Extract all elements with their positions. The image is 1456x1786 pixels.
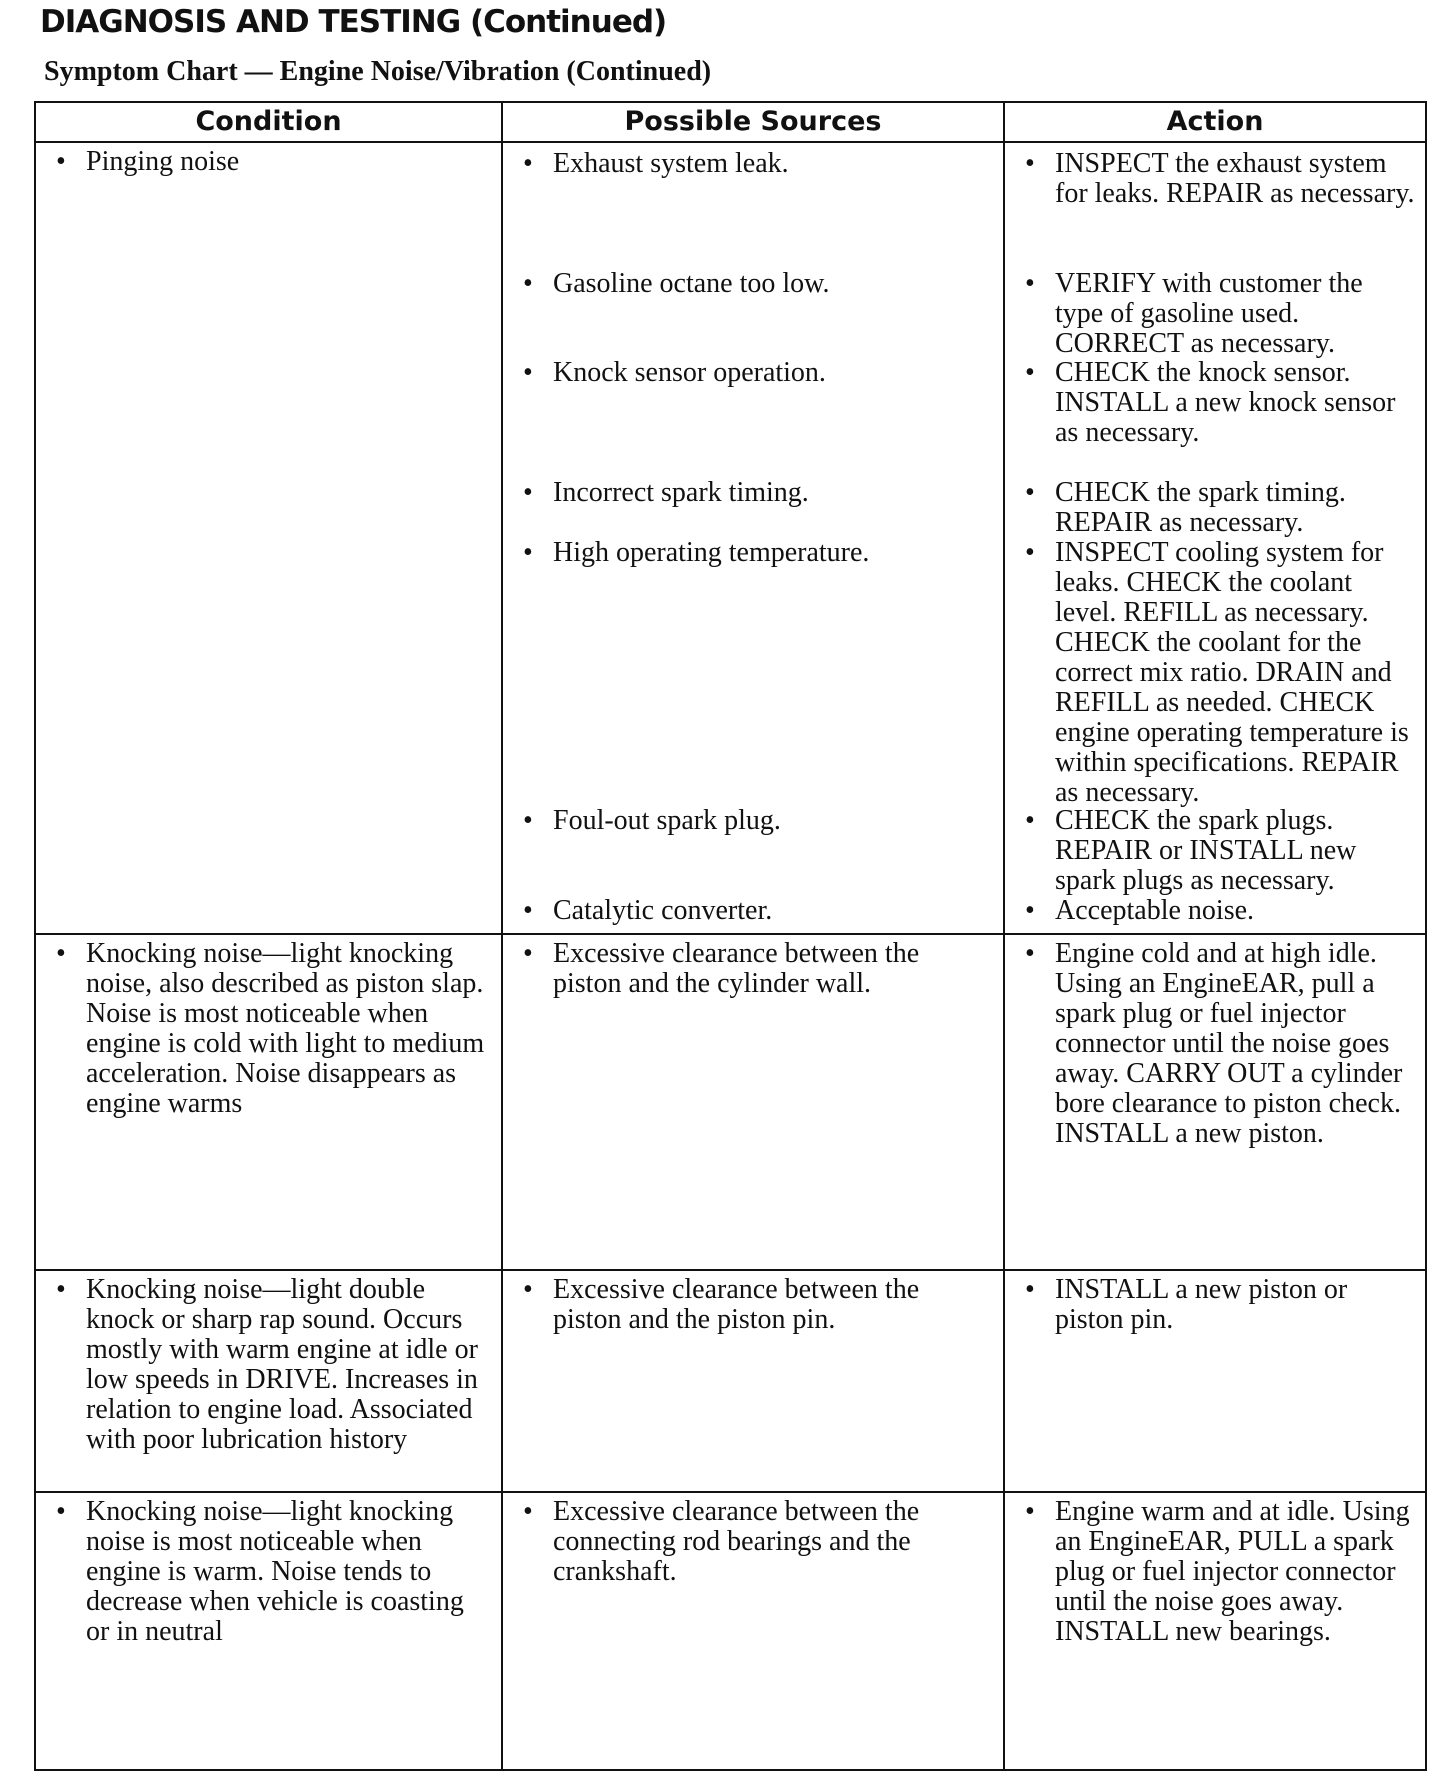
- action-entry: [1015, 269, 1417, 359]
- condition-text: Pinging noise: [86, 146, 240, 177]
- table-row: [35, 1270, 1426, 1492]
- source-entry: [513, 896, 995, 926]
- bullet: •: [523, 1274, 533, 1305]
- source-text: Foul-out spark plug.: [553, 805, 781, 836]
- source-entry: [513, 478, 995, 508]
- bullet: •: [523, 938, 533, 969]
- condition-entry: [46, 147, 491, 177]
- source-text: High operating temperature.: [553, 537, 870, 568]
- condition-text: Knocking noise—light knocking noise, also described as piston slap. Noise is most noticeable when engine is cold with light to medium acceleration. Noise disappears as engine warms: [86, 938, 485, 1119]
- table-row: [35, 934, 1426, 1270]
- bullet: •: [1025, 477, 1035, 508]
- table-row: [35, 1492, 1426, 1770]
- column-header-possible-sources: Possible Sources: [502, 102, 1004, 142]
- condition-text: Knocking noise—light double knock or sharp rap sound. Occurs mostly with warm engine at idle or low speeds in DRIVE. Increases in relation to engine load. Associated with poor lubrication history: [86, 1274, 478, 1455]
- condition-text: Knocking noise—light knocking noise is most noticeable when engine is warm. Noise tends to decrease when vehicle is coasting or in neutral: [86, 1496, 464, 1647]
- action-entry: [1015, 896, 1417, 926]
- action-entry: [1015, 149, 1417, 209]
- action-text: Engine cold and at high idle. Using an EngineEAR, pull a spark plug or fuel injector connector until the noise goes away. CARRY OUT a cylinder bore clearance to piston check. INSTALL a new piston.: [1055, 938, 1403, 1149]
- action-text: CHECK the spark timing. REPAIR as necessary.: [1055, 477, 1346, 538]
- bullet: •: [1025, 537, 1035, 568]
- action-text: Engine warm and at idle. Using an EngineEAR, PULL a spark plug or fuel injector connector until the noise goes away. INSTALL new bearings.: [1055, 1496, 1410, 1647]
- source-entry: [513, 939, 993, 999]
- sources-cell: [502, 1492, 1004, 1770]
- bullet: •: [523, 477, 533, 508]
- action-entry: [1015, 478, 1417, 538]
- actions-cell: [1004, 1270, 1426, 1492]
- bullet: •: [523, 895, 533, 926]
- bullet: •: [56, 1496, 66, 1527]
- page-title: DIAGNOSIS AND TESTING (Continued): [40, 4, 667, 40]
- column-header-action: Action: [1004, 102, 1426, 142]
- source-entry: [513, 806, 995, 836]
- bullet: •: [56, 146, 66, 177]
- source-entry: [513, 538, 995, 568]
- condition-entry: [46, 939, 491, 1119]
- table-row-pinging: [35, 142, 1426, 934]
- condition-cell: [35, 1270, 502, 1492]
- condition-entry: [46, 1497, 491, 1647]
- bullet: •: [1025, 357, 1035, 388]
- bullet: •: [1025, 1496, 1035, 1527]
- condition-cell: [35, 934, 502, 1270]
- source-text: Excessive clearance between the connecting rod bearings and the crankshaft.: [553, 1496, 920, 1587]
- source-entry: [513, 1497, 993, 1587]
- bullet: •: [523, 1496, 533, 1527]
- bullet: •: [1025, 1274, 1035, 1305]
- action-text: CHECK the knock sensor. INSTALL a new knock sensor as necessary.: [1055, 357, 1396, 448]
- action-entry: [1015, 538, 1417, 808]
- sources-cell: [502, 1270, 1004, 1492]
- table-header-row: [35, 102, 1426, 142]
- actions-cell: [1004, 1492, 1426, 1770]
- actions-cell: [1004, 142, 1426, 934]
- bullet: •: [1025, 895, 1035, 926]
- column-header-condition: Condition: [35, 102, 502, 142]
- bullet: •: [1025, 268, 1035, 299]
- source-entry: [513, 149, 995, 179]
- action-entry: [1015, 1497, 1415, 1647]
- bullet: •: [56, 1274, 66, 1305]
- action-entry: [1015, 358, 1417, 448]
- action-entry: [1015, 939, 1415, 1149]
- action-entry: [1015, 806, 1417, 896]
- bullet: •: [1025, 148, 1035, 179]
- source-text: Incorrect spark timing.: [553, 477, 809, 508]
- bullet: •: [523, 537, 533, 568]
- condition-entry: [46, 1275, 491, 1455]
- action-text: INSPECT cooling system for leaks. CHECK the coolant level. REFILL as necessary. CHECK the coolant for the correct mix ratio. DRAIN and REFILL as needed. CHECK engine operating temperature is within specifications. REPAIR as necessary.: [1055, 537, 1409, 808]
- action-text: VERIFY with customer the type of gasoline used. CORRECT as necessary.: [1055, 268, 1363, 359]
- bullet: •: [1025, 938, 1035, 969]
- bullet: •: [523, 268, 533, 299]
- action-entry: [1015, 1275, 1415, 1335]
- source-text: Exhaust system leak.: [553, 148, 789, 179]
- action-text: Acceptable noise.: [1055, 895, 1255, 926]
- source-text: Catalytic converter.: [553, 895, 773, 926]
- bullet: •: [56, 938, 66, 969]
- sources-cell: [502, 142, 1004, 934]
- action-text: INSPECT the exhaust system for leaks. REPAIR as necessary.: [1055, 148, 1415, 209]
- sources-cell: [502, 934, 1004, 1270]
- action-text: CHECK the spark plugs. REPAIR or INSTALL new spark plugs as necessary.: [1055, 805, 1357, 896]
- bullet: •: [1025, 805, 1035, 836]
- bullet: •: [523, 148, 533, 179]
- action-text: INSTALL a new piston or piston pin.: [1055, 1274, 1348, 1335]
- source-text: Knock sensor operation.: [553, 357, 826, 388]
- bullet: •: [523, 357, 533, 388]
- source-text: Gasoline octane too low.: [553, 268, 830, 299]
- symptom-chart-table: [34, 101, 1427, 1771]
- source-text: Excessive clearance between the piston and the piston pin.: [553, 1274, 920, 1335]
- source-entry: [513, 1275, 993, 1335]
- condition-cell: [35, 1492, 502, 1770]
- actions-cell: [1004, 934, 1426, 1270]
- chart-subtitle: Symptom Chart — Engine Noise/Vibration (Continued): [44, 56, 712, 87]
- bullet: •: [523, 805, 533, 836]
- source-entry: [513, 358, 995, 388]
- source-text: Excessive clearance between the piston and the cylinder wall.: [553, 938, 920, 999]
- condition-cell: [35, 142, 502, 934]
- source-entry: [513, 269, 995, 299]
